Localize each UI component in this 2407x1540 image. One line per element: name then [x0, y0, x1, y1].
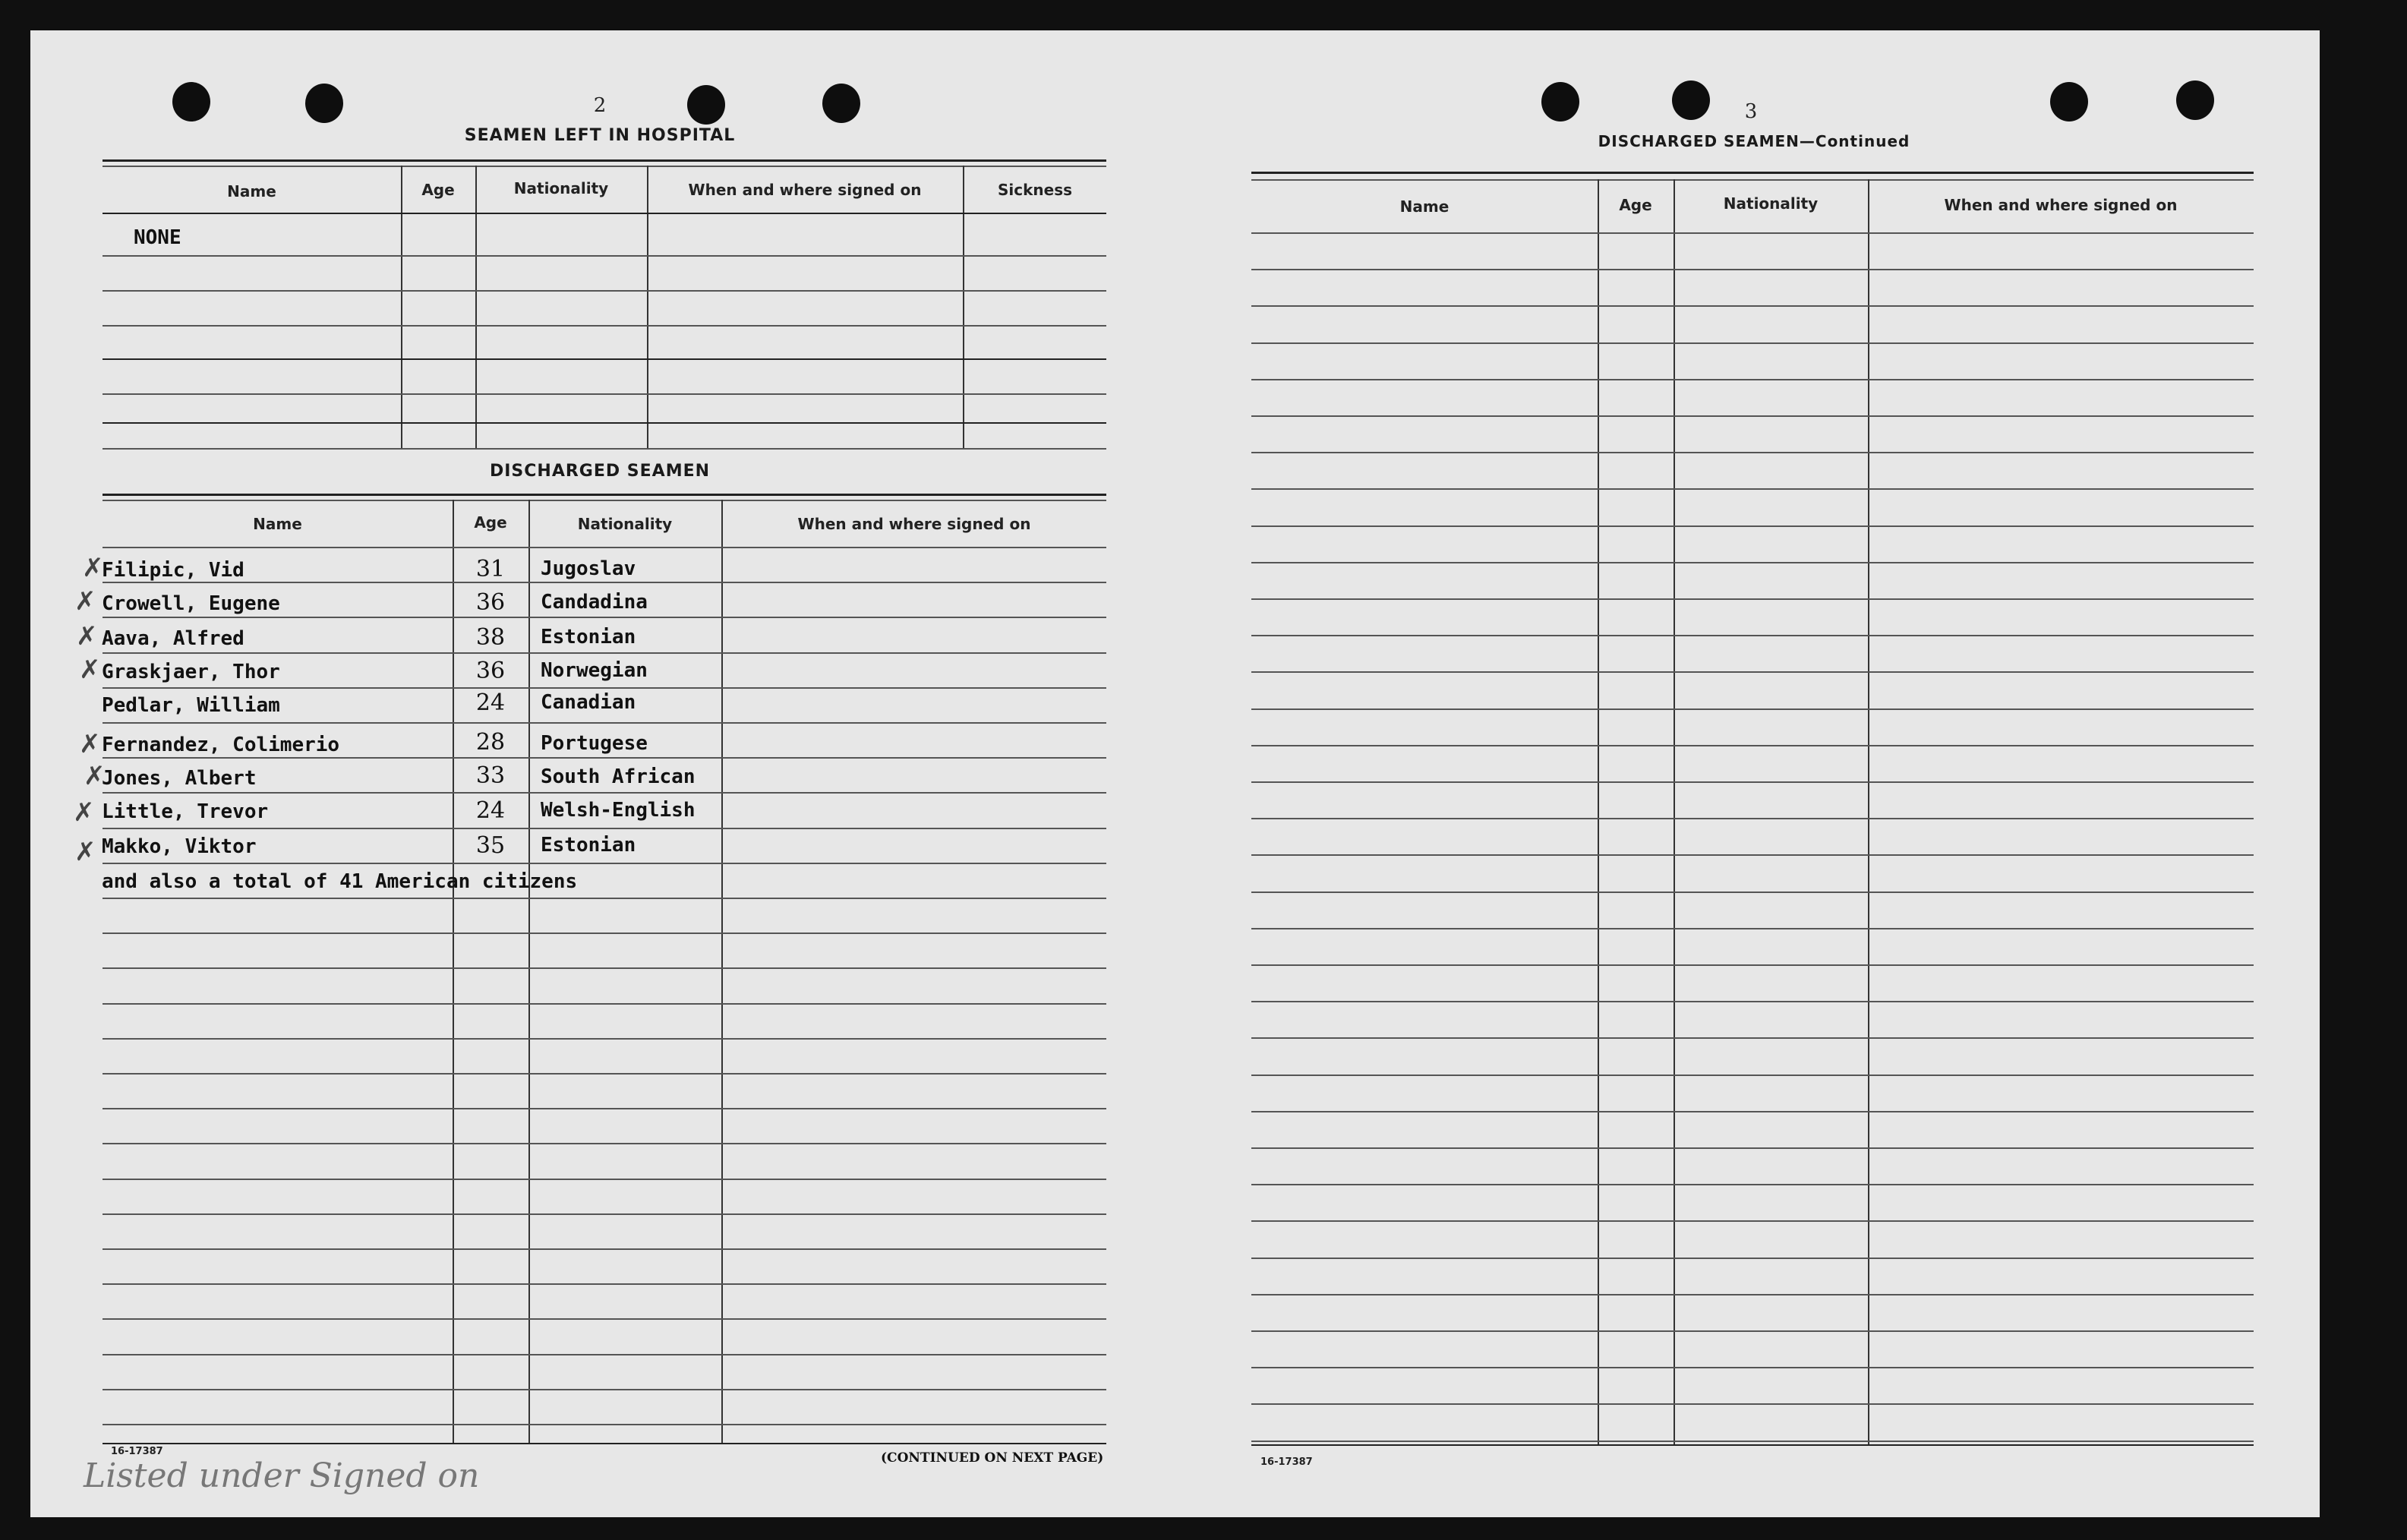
seaman-age: 36	[475, 589, 506, 616]
ruled-line	[1251, 818, 2254, 819]
seaman-name: Fernandez, Colimerio	[102, 734, 340, 756]
ruled-line	[1251, 1294, 2254, 1295]
seaman-nationality: Jugoslav	[541, 557, 636, 580]
seaman-name: Graskjaer, Thor	[102, 661, 280, 683]
seaman-age: 36	[475, 658, 506, 684]
ruled-line	[1251, 232, 2254, 234]
ruled-line	[1251, 342, 2254, 344]
ruled-line	[1251, 488, 2254, 490]
ruled-line	[1251, 269, 2254, 270]
check-mark: ✗	[79, 729, 101, 759]
ruled-line	[1251, 452, 2254, 453]
seaman-nationality: Canadian	[541, 691, 636, 714]
page-number: 2	[593, 94, 607, 117]
check-mark: ✗	[74, 837, 96, 867]
seaman-name: Crowell, Eugene	[102, 592, 280, 615]
ruled-line	[1251, 525, 2254, 527]
seaman-nationality: South African	[541, 765, 696, 788]
check-mark: ✗	[73, 797, 95, 828]
check-mark: ✗	[76, 621, 98, 652]
ruled-line	[1251, 781, 2254, 783]
seaman-name: Aava, Alfred	[102, 627, 244, 650]
seaman-name: Little, Trevor	[102, 800, 269, 823]
ruled-line	[1251, 1075, 2254, 1076]
ruled-line	[1251, 1001, 2254, 1002]
seaman-nationality: Candadina	[541, 591, 648, 614]
header-age: Age	[474, 513, 507, 532]
header-age: Age	[1619, 196, 1652, 214]
seaman-age: 38	[475, 624, 506, 651]
check-mark: ✗	[84, 761, 106, 791]
header-signed-on: When and where signed on	[797, 515, 1031, 533]
header-sickness: Sickness	[997, 181, 1073, 199]
ruled-line	[1251, 708, 2254, 710]
ruled-line	[1251, 745, 2254, 746]
check-mark: ✗	[82, 553, 104, 583]
ruled-line	[1251, 415, 2254, 417]
discharged-continued-title: DISCHARGED SEAMEN—Continued	[1598, 132, 1910, 150]
seaman-name: Jones, Albert	[102, 767, 257, 790]
header-nationality: Nationality	[513, 179, 609, 197]
header-name: Name	[1399, 197, 1450, 216]
seaman-nationality: Estonian	[541, 626, 636, 649]
ruled-line	[1251, 1403, 2254, 1405]
seaman-age: 24	[475, 690, 506, 716]
american-citizens-note: and also a total of 41 American citizens	[102, 870, 578, 893]
seaman-nationality: Welsh-English	[541, 799, 696, 822]
hospital-title: SEAMEN LEFT IN HOSPITAL	[464, 126, 736, 145]
header-signed-on: When and where signed on	[1944, 196, 2178, 214]
ruled-line	[1251, 854, 2254, 856]
handwritten-note: Listed under Signed on	[84, 1456, 480, 1495]
ruled-line	[1251, 1258, 2254, 1259]
seaman-age: 35	[475, 832, 506, 859]
ruled-line	[1251, 379, 2254, 380]
ruled-line	[1251, 305, 2254, 307]
seaman-age: 33	[475, 762, 506, 789]
form-code: 16-17387	[1260, 1456, 1313, 1468]
ruled-line	[1251, 1147, 2254, 1149]
header-name: Name	[253, 515, 302, 533]
ruled-line	[1251, 1367, 2254, 1368]
ruled-line	[1251, 1441, 2254, 1442]
check-mark: ✗	[79, 655, 101, 685]
seaman-name: Pedlar, William	[102, 694, 280, 717]
header-name: Name	[227, 182, 276, 200]
ruled-line	[1251, 928, 2254, 929]
ruled-line	[1251, 1220, 2254, 1222]
ruled-line	[1251, 635, 2254, 636]
ruled-line	[1251, 1330, 2254, 1332]
form-code: 16-17387	[111, 1446, 163, 1457]
continued-note: (CONTINUED ON NEXT PAGE)	[881, 1450, 1104, 1466]
check-mark: ✗	[74, 586, 96, 617]
page-number: 3	[1744, 100, 1758, 123]
ruled-line	[1251, 1111, 2254, 1112]
seaman-nationality: Norwegian	[541, 659, 648, 682]
ruled-line	[1251, 562, 2254, 563]
ruled-line	[1251, 598, 2254, 600]
seaman-age: 28	[475, 729, 506, 756]
hospital-entry: NONE	[134, 226, 181, 249]
seaman-age: 31	[475, 556, 506, 582]
seaman-name: Filipic, Vid	[102, 559, 244, 582]
ruled-line	[1251, 1184, 2254, 1185]
seaman-age: 24	[475, 797, 506, 824]
seaman-nationality: Estonian	[541, 834, 636, 857]
header-nationality: Nationality	[577, 515, 673, 533]
seaman-name: Makko, Viktor	[102, 835, 257, 858]
seaman-nationality: Portugese	[541, 732, 648, 755]
ruled-line	[1251, 891, 2254, 893]
ruled-line	[1251, 964, 2254, 966]
ruled-line	[1251, 1037, 2254, 1039]
discharged-title: DISCHARGED SEAMEN	[489, 462, 711, 481]
header-signed-on: When and where signed on	[688, 181, 922, 199]
header-age: Age	[421, 181, 455, 199]
header-nationality: Nationality	[1723, 194, 1819, 213]
ruled-line	[1251, 671, 2254, 673]
